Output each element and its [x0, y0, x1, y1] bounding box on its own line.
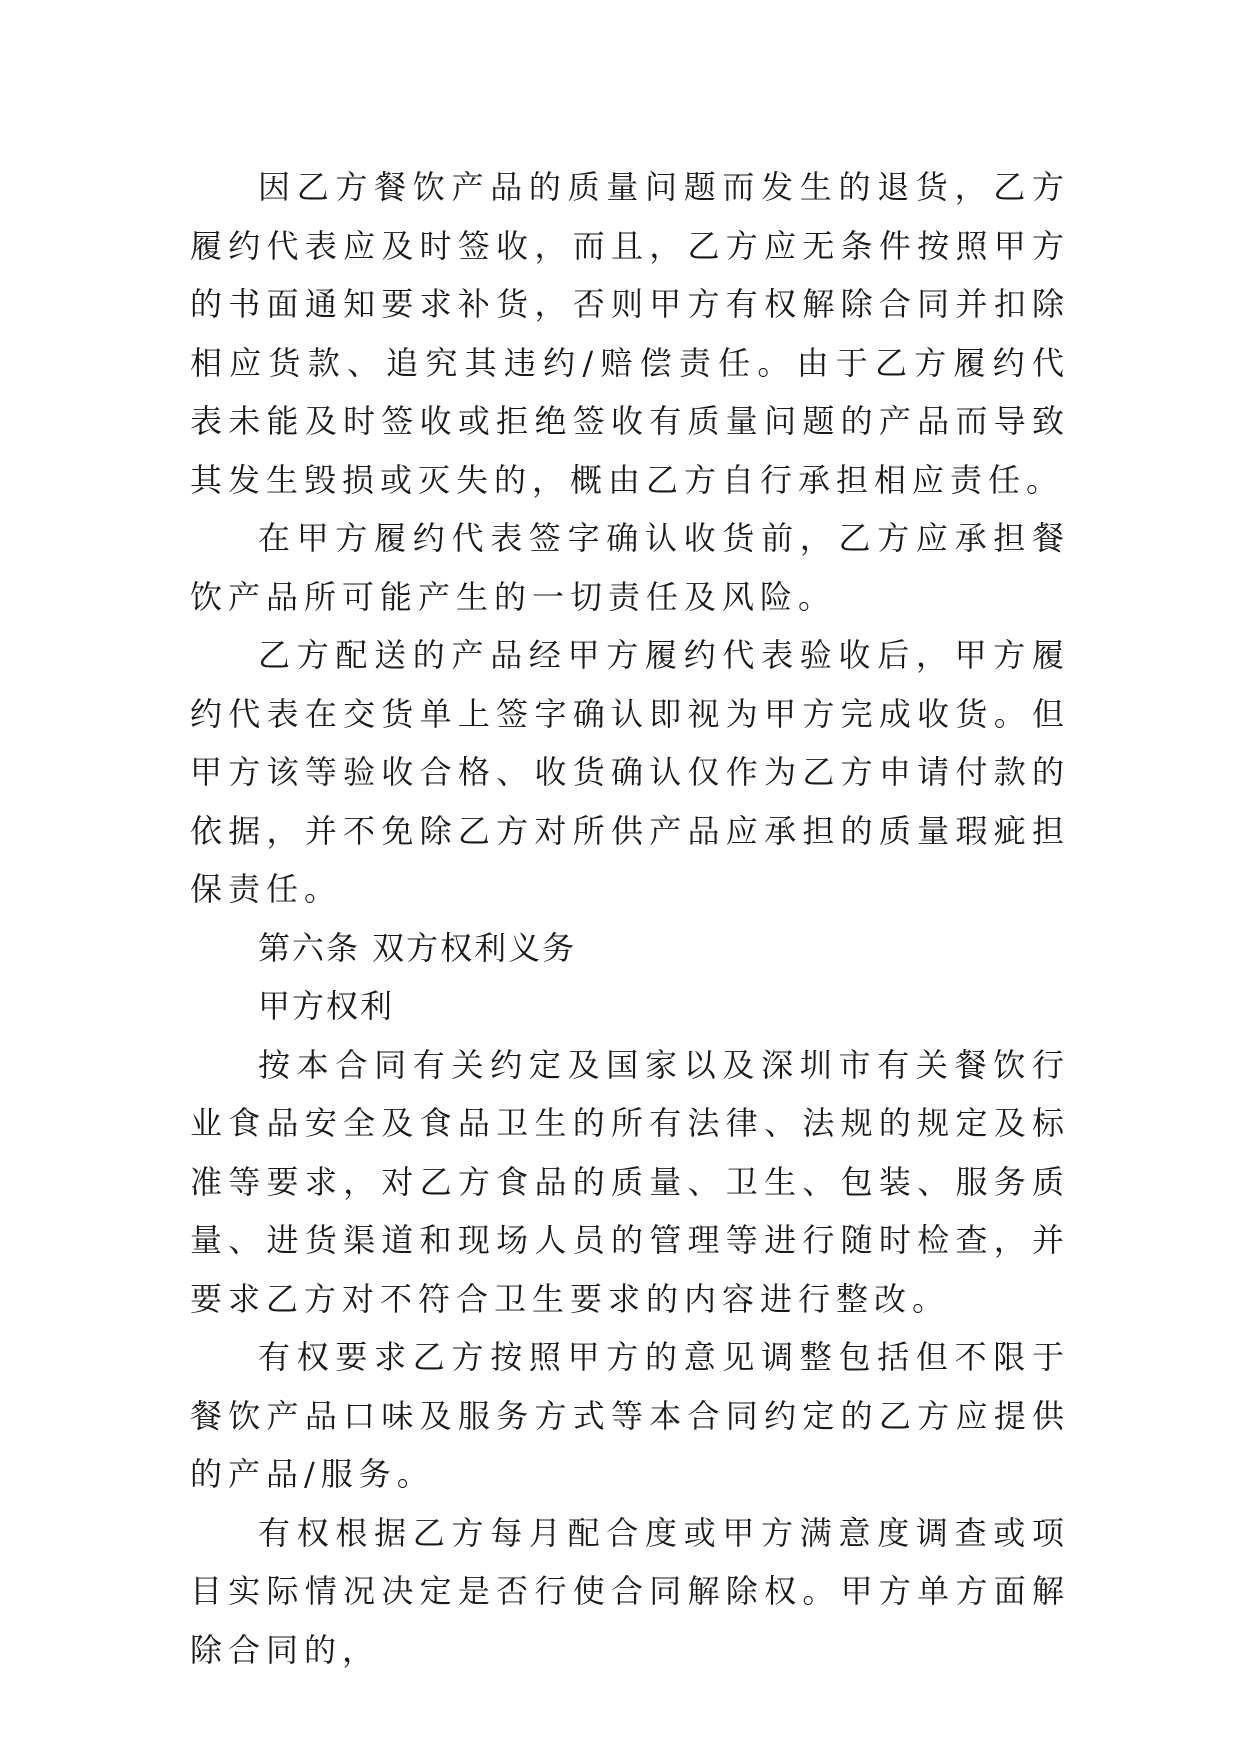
paragraph-inspection-right: 按本合同有关约定及国家以及深圳市有关餐饮行业食品安全及食品卫生的所有法律、法规的规定及标准等要求，对乙方食品的质量、卫生、包装、服务质量、进货渠道和现场人员的管理等进行随时检查，并要求乙方对不符合卫生要求的内容进行整改。 — [190, 1045, 1070, 1318]
paragraph-return-goods: 因乙方餐饮产品的质量问题而发生的退货，乙方履约代表应及时签收，而且，乙方应无条件按照甲方的书面通知要求补货，否则甲方有权解除合同并扣除相应货款、追究其违约/赔偿责任。由于乙方履约代表未能及时签收或拒绝签收有质量问题的产品而导致其发生毁损或灭失的，概由乙方自行承担相应责任。 — [190, 168, 1070, 499]
paragraph-risk-before-receipt: 在甲方履约代表签字确认收货前，乙方应承担餐饮产品所可能产生的一切责任及风险。 — [190, 519, 1070, 616]
document-body — [190, 158, 1070, 1679]
article-heading: 第六条 双方权利义务 — [258, 928, 577, 967]
paragraph-acceptance: 乙方配送的产品经甲方履约代表验收后，甲方履约代表在交货单上签字确认即视为甲方完成收货。但甲方该等验收合格、收货确认仅作为乙方申请付款的依据，并不免除乙方对所供产品应承担的质量瑕疵担保责任。 — [190, 636, 1070, 908]
section-heading: 甲方权利 — [258, 987, 395, 1025]
paragraph-termination-right: 有权根据乙方每月配合度或甲方满意度调查或项目实际情况决定是否行使合同解除权。甲方单方面解除合同的， — [190, 1513, 1070, 1669]
paragraph-adjustment-right: 有权要求乙方按照甲方的意见调整包括但不限于餐饮产品口味及服务方式等本合同约定的乙方应提供的产品/服务。 — [190, 1338, 1070, 1493]
